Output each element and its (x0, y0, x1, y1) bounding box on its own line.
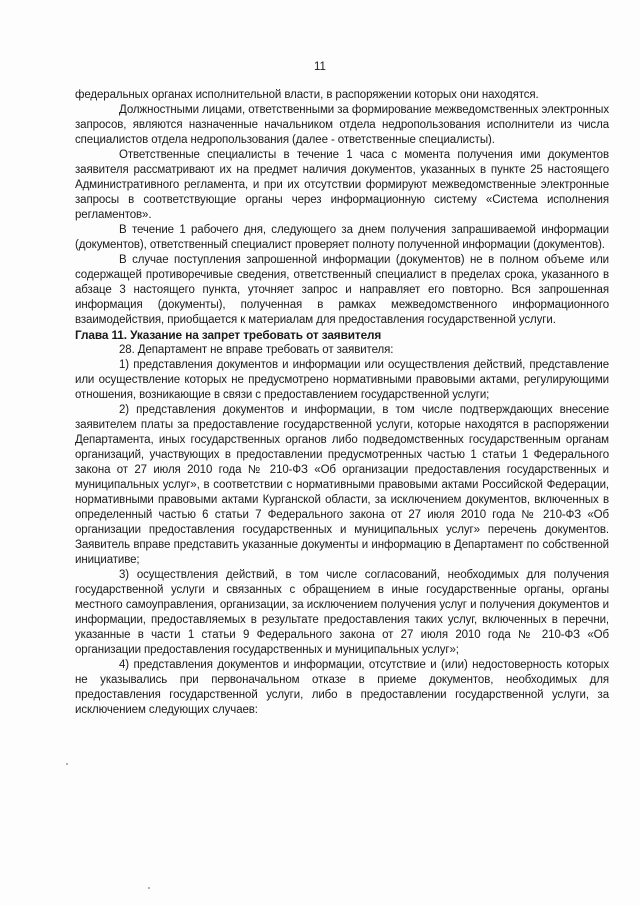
clause-28-item-4: 4) представления документов и информации, отсутствие и (или) недостоверность которых не указывались при первоначальном отказе в приеме документов, необходимых для предоставления государственной услуги, либо в предоставлении государственной услуги, за исключением следующих случаев: (75, 659, 609, 716)
paragraph: Должностными лицами, ответственными за формирование межведомственных электронных запросов, являются назначенные начальником отдела недропользования исполнители из числа специалистов отдела недропользования (далее - ответственные специалисты). (75, 104, 609, 146)
page-number: 11 (314, 61, 326, 73)
paragraph: В течение 1 рабочего дня, следующего за днем получения запрашиваемой информации (документов), ответственный специалист проверяет полноту полученной информации (документов). (75, 224, 609, 251)
scan-speck (66, 763, 68, 765)
chapter-heading: Глава 11. Указание на запрет требовать от заявителя (75, 328, 382, 342)
paragraph-continuation: федеральных органах исполнительной власти, в распоряжении которых они находятся. (75, 89, 539, 101)
clause-28: 28. Департамент не вправе требовать от заявителя: (119, 344, 394, 356)
paragraph: Ответственные специалисты в течение 1 часа с момента получения ими документов заявителя рассматривают их на предмет наличия документов, указанных в пункте 25 настоящего Административного регламента, и при их отсутствии формируют межведомственные электронные запросы в соответствующие органы через информационную систему «Система исполнения регламентов». (75, 149, 609, 221)
clause-28-item-1: 1) представления документов и информации или осуществления действий, представление или осуществление которых не предусмотрено нормативными правовыми актами, регулирующими отношения, возникающие в связи с предоставлением государственной услуги; (75, 359, 609, 401)
clause-28-item-2: 2) представления документов и информации, в том числе подтверждающих внесение заявителем платы за предоставление государственной услуги, которые находятся в распоряжении Департамента, иных государственных органов либо подведомственных государственным органам организаций, участвующих в предоставлении предусмотренных частью 1 статьи 1 Федерального закона от 27 июля 2010 года № 210-ФЗ «Об организации предоставления государственных и муниципальных услуг», в соответствии с нормативными правовыми актами Российской Федерации, нормативными правовыми актами Курганской области, за исключением документов, включенных в определенный частью 6 статьи 7 Федерального закона от 27 июля 2010 года № 210-ФЗ «Об организации предоставления государственных и муниципальных услуг» перечень документов. Заявитель вправе представить указанные документы и информацию в Департамент по собственной инициативе; (75, 404, 609, 566)
scan-speck (148, 887, 150, 889)
clause-28-item-3: 3) осуществления действий, в том числе согласований, необходимых для получения государственной услуги и связанных с обращением в иные государственные органы, органы местного самоуправления, организации, за исключением получения услуг и получения документов и информации, предоставляемых в результате предоставления таких услуг, включенных в перечни, указанные в части 1 статьи 9 Федерального закона от 27 июля 2010 года № 210-ФЗ «Об организации предоставления государственных и муниципальных услуг»; (75, 569, 609, 656)
paragraph: В случае поступления запрошенной информации (документов) не в полном объеме или содержащей противоречивые сведения, ответственный специалист в пределах срока, указанного в абзаце 3 настоящего пункта, уточняет запрос и направляет его повторно. Вся запрошенная информация (документы), полученная в рамках межведомственного информационного взаимодействия, приобщается к материалам для предоставления государственной услуги. (75, 254, 609, 326)
document-body (75, 88, 609, 718)
